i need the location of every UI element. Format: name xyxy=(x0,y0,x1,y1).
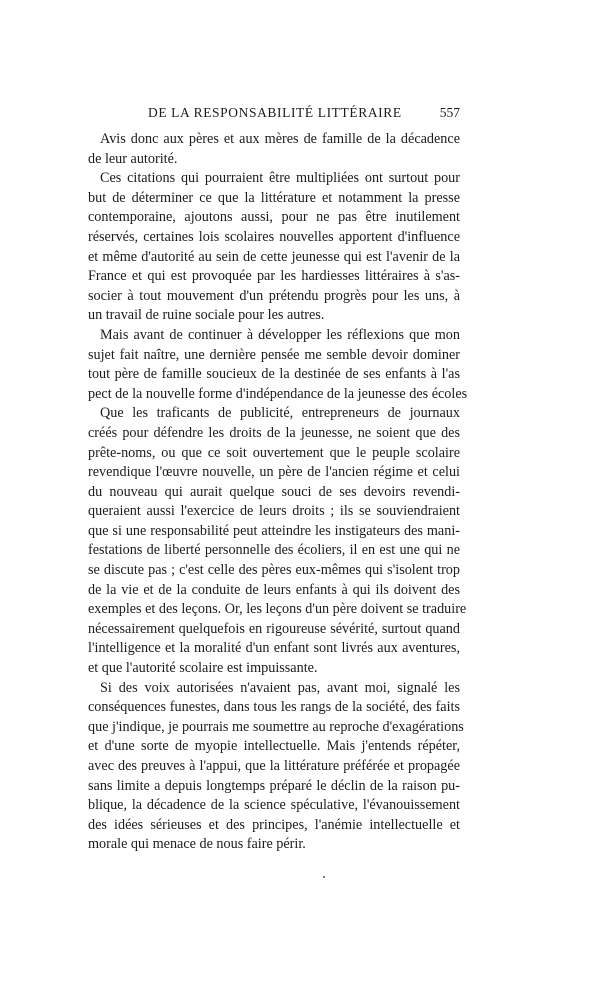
text-line: Ces citations qui pourraient être multipliées ont surtout pour xyxy=(100,170,460,187)
text-line: contemporaine, ajoutons aussi, pour ne pas être inutilement xyxy=(88,209,460,226)
text-line: Que les traficants de publicité, entrepreneurs de journaux xyxy=(100,405,460,422)
running-head xyxy=(88,105,460,125)
text-line: nécessairement quelquefois en rigoureuse sévérité, surtout quand xyxy=(88,620,460,637)
text-line: exemples et des leçons. Or, les leçons d'un père doivent se traduire xyxy=(88,601,467,618)
print-speck xyxy=(323,876,325,878)
text-line: que si une responsabilité peut atteindre les instigateurs des mani- xyxy=(88,522,460,539)
text-line: réservés, certaines lois scolaires nouvelles apportent d'influence xyxy=(88,228,460,245)
text-line: créés pour défendre les droits de la jeunesse, ne soient que des xyxy=(88,424,460,441)
paragraph xyxy=(88,169,460,326)
text-line: Mais avant de continuer à développer les réflexions que mon xyxy=(100,326,460,343)
text-line: blique, la décadence de la science spéculative, l'évanouissement xyxy=(88,797,460,814)
text-line: du nouveau qui aurait quelque souci de ses devoirs revendi- xyxy=(88,483,460,500)
text-line: Avis donc aux pères et aux mères de famille de la décadence xyxy=(100,131,460,147)
text-line: se discute pas ; c'est celle des pères eux-mêmes qui s'isolent trop xyxy=(88,562,460,579)
paragraph xyxy=(88,326,468,404)
text-line: revendique l'œuvre nouvelle, un père de l'ancien régime et celui xyxy=(88,464,460,481)
text-line: avec des preuves à l'appui, que la littérature préférée et propagée xyxy=(88,758,460,774)
text-line: morale qui menace de nous faire périr. xyxy=(88,836,306,853)
text-line: et que l'autorité scolaire est impuissante. xyxy=(88,660,318,677)
text-line: Si des voix autorisées n'avaient pas, avant moi, signalé les xyxy=(100,679,460,696)
paragraph xyxy=(88,130,460,169)
text-line: queraient aussi l'exercice de leurs droits ; ils se souviendraient xyxy=(88,503,460,520)
page-number: 557 xyxy=(439,105,460,120)
text-line: tout père de famille soucieux de la destinée de ses enfants à l'as xyxy=(88,366,460,383)
text-line: festations de liberté personnelle des écoliers, il en est une qui ne xyxy=(88,542,460,559)
text-line: pect de la nouvelle forme d'indépendance de la jeunesse des écoles xyxy=(88,385,468,402)
text-line: et même d'autorité au sein de cette jeunesse qui est l'avenir de la xyxy=(88,248,460,265)
body-text xyxy=(88,130,468,855)
text-line: sans limite a depuis longtemps préparé le déclin de la raison pu- xyxy=(88,777,460,794)
text-line: but de déterminer ce que la littérature et notamment la presse xyxy=(88,189,460,206)
text-line: prête-noms, ou que ce soit ouvertement que le peuple scolaire xyxy=(88,444,460,461)
text-line: socier à tout mouvement d'un prétendu progrès pour les uns, à xyxy=(88,287,460,304)
text-line: conséquences funestes, dans tous les rangs de la société, des faits xyxy=(88,699,460,716)
text-line: et d'une sorte de myopie intellectuelle. Mais j'entends répéter, xyxy=(88,738,460,755)
text-line: de la vie et de la conduite de leurs enfants à qui ils doivent des xyxy=(88,581,460,598)
text-line: que j'indique, je pourrais me soumettre au reproche d'exagérations xyxy=(88,718,464,735)
text-line: de leur autorité. xyxy=(88,150,178,167)
paragraph xyxy=(88,404,467,678)
text-line: sujet fait naître, une dernière pensée me semble devoir dominer xyxy=(88,346,460,363)
paragraph xyxy=(88,679,464,855)
running-title: DE LA RESPONSABILITÉ LITTÉRAIRE xyxy=(148,105,402,120)
text-line: des idées sérieuses et des principes, l'anémie intellectuelle et xyxy=(88,816,460,833)
text-line: l'intelligence et la moralité d'un enfant sont livrés aux aventures, xyxy=(88,640,460,657)
text-line: France et qui est provoquée par les hardiesses littéraires à s'as- xyxy=(88,268,460,285)
text-line: un travail de ruine sociale pour les autres. xyxy=(88,307,325,324)
